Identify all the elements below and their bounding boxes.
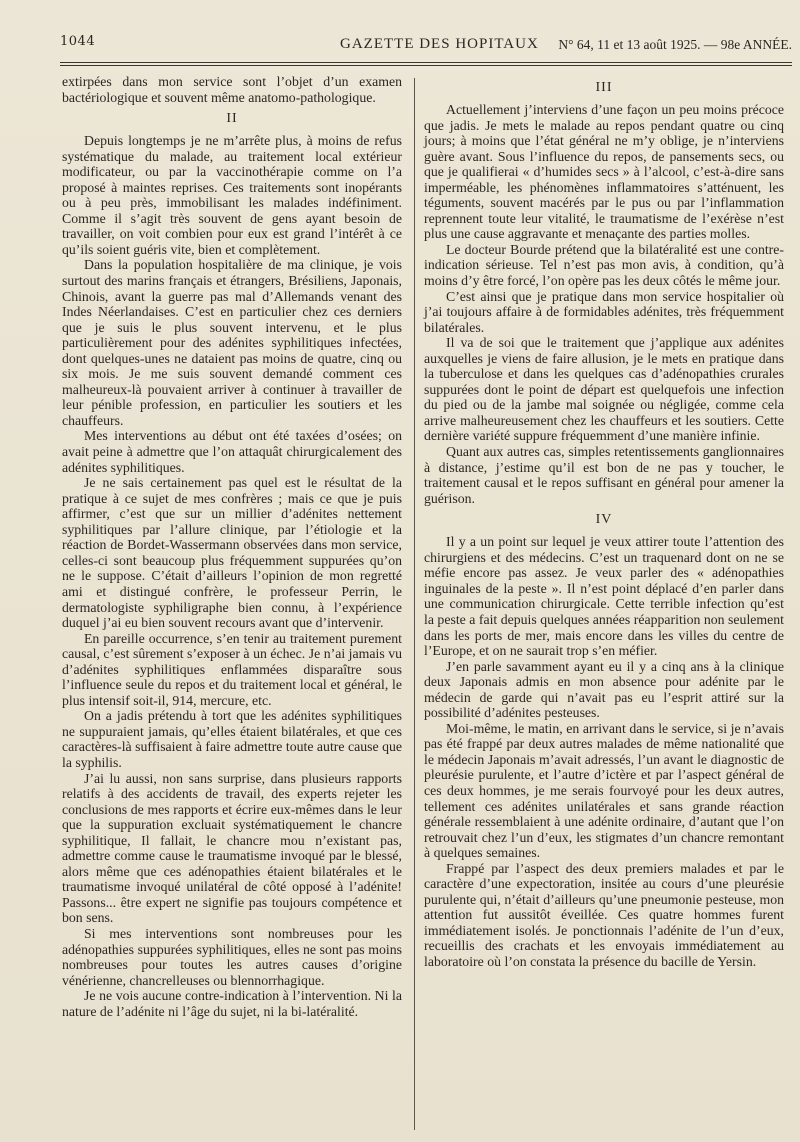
- journal-title: GAZETTE DES HOPITAUX: [340, 36, 539, 52]
- page-number: 1044: [60, 34, 96, 49]
- paragraph: Je ne vois aucune contre-indication à l’intervention. Ni la nature de l’adénite ni l’âge du sujet, ni la bi-latéralité.: [62, 988, 402, 1019]
- paragraph: Depuis longtemps je ne m’arrête plus, à moins de refus systématique du malade, au traitement local extérieur modificateur, ou par la vaccinothérapie comme on l’a proposé à maintes reprises. Ces traitements sont inopérants ou à peu près, immobilisant les malades indéfiniment. Comme il s’agit très souvent de gens ayant besoin de travailler, on voit combien pour eux est grand l’intérêt à ce qu’ils soient guéris vite, bien et complètement.: [62, 133, 402, 257]
- paragraph: Il y a un point sur lequel je veux attirer toute l’attention des chirurgiens et des médecins. C’est un traquenard dont on ne se méfie encore pas assez. Je veux parler des « adénopathies inguinales de la peste ». Il n’est point déplacé d’en parler dans une communication chirurgicale. Cette terrible infection qu’est la peste a fait depuis quelques années réapparition non seulement dans les ports de mer, mais encore dans les villes du centre de l’Europe, et on ne saurait trop s’en méfier.: [424, 534, 784, 659]
- paragraph: C’est ainsi que je pratique dans mon service hospitalier où j’ai toujours affaire à de formidables adénites, très fréquemment bilatérales.: [424, 288, 784, 335]
- paragraph: Le docteur Bourde prétend que la bilatéralité est une contre-indication sérieuse. Tel n’est pas mon avis, à condition, qu’à moins d’y être forcé, l’on opère pas les deux côtés le même jour.: [424, 241, 784, 289]
- paragraph: Actuellement j’interviens d’une façon un peu moins précoce que jadis. Je mets le malade au repos pendant quatre ou cinq jours; à moins que l’état général ne m’y oblige, je n’interviens guère avant. Sous l’influence du repos, de pansements secs, ou que je qualifierai « d’humides secs » à l’alcool, c’est-à-dire sans imperméable, les phénomènes inflammatoires s’atténuent, les téguments, souvent macérés par le pus ou par l’inflammation reprennent toute leur vitalité, le traumatisme de l’exérèse n’est plus une cause aggravante et menaçante des parties molles.: [424, 102, 784, 242]
- paragraph: Si mes interventions sont nombreuses pour les adénopathies suppurées syphilitiques, elles ne sont pas moins nombreuses pour toutes les autres causes d’origine vénérienne, chancrelleuses ou blennorrhagique.: [62, 925, 402, 988]
- column-divider: [414, 78, 415, 1130]
- paragraph: Il va de soi que le traitement que j’applique aux adénites auxquelles je viens de faire allusion, je le mets en pratique dans la tuberculose et dans les quelques cas d’adénopathies crurales suppurées dont le point de départ est quelquefois une infection du pied ou de la jambe mal soignée ou négligée, comme cela arrive malheureusement chez les chauffeurs et les soutiers. Cette dernière variété suppure fréquemment d’une manière infinie.: [424, 335, 784, 444]
- issue-info: N° 64, 11 et 13 août 1925. — 98e ANNÉE.: [558, 37, 792, 52]
- header-rule-bottom: [60, 65, 792, 66]
- paragraph: Frappé par l’aspect des deux premiers malades et par le caractère d’une expectoration, insitée au cours d’une pleurésie purulente qui, n’était d’ailleurs qu’une pneumonie pesteuse, mon attention fut aussitôt éveillée. Ces quatre hommes furent immédiatement isolés. Je ponctionnais l’adénite de l’un d’eux, recueillis des crachats et les envoyais immédiatement au laboratoire où l’on constata la présence du bacille de Yersin.: [424, 860, 784, 969]
- page-header: [60, 28, 792, 62]
- paragraph: Quant aux autres cas, simples retentissements ganglionnaires à distance, j’estime qu’il est bon de ne pas y toucher, le traitement causal et le repos suffisant en général pour amener la guérison.: [424, 444, 784, 506]
- right-column: [424, 80, 784, 970]
- section-heading-iii: III: [595, 80, 613, 95]
- section-heading-ii: II: [226, 111, 238, 127]
- paragraph: extirpées dans mon service sont l’objet d’un examen bactériologique et souvent même anatomo-pathologique.: [62, 74, 402, 105]
- paragraph: Dans la population hospitalière de ma clinique, je vois surtout des marins français et étrangers, Brésiliens, Japonais, Chinois, avant la guerre pas mal d’Allemands venant des Indes Néerlandaises. C’est en particulier chez ces derniers que je suis le plus souvent intervenu, et le plus particulièrement pour des adénites syphilitiques infectées, dont quelques-unes ne dataient pas moins de quatre, cinq ou six mois. Je me suis souvent demandé comment ces malheureux-là pouvaient arriver à continuer à travailler de leur pénible profession, en particulier les soutiers et les chauffeurs.: [62, 257, 402, 428]
- header-rule-top: [60, 62, 792, 63]
- paragraph: Je ne sais certainement pas quel est le résultat de la pratique à ce sujet de mes confrères ; mais ce que je puis affirmer, c’est que sur un millier d’adénites nettement syphilitiques par l’allure clinique, par l’étiologie et la réaction de Bordet-Wassermann observées dans mon service, celles-ci sont beaucoup plus fréquemment suppurées qu’on ne le suppose. C’était d’ailleurs l’opinion de mon regretté ami et distingué confrère, le professeur Perrin, le dermatologiste syphiligraphe bien connu, à l’expérience duquel j’ai eu bien souvent recours avant que d’intervenir.: [62, 475, 402, 631]
- paragraph: Moi-même, le matin, en arrivant dans le service, si je n’avais pas été frappé par deux autres malades de même nationalité que le médecin Japonais m’avait adressés, l’un avant le diagnostic de pleurésie purulente, et l’autre d’ictère et par l’aspect général de ces deux hommes, je me serais fourvoyé pour les deux autres, tellement ces adénites unilatérales et sans grande réaction générale ressemblaient à une adénite ordinaire, d’autant que l’on retrouvait chez l’un d’eux, les stigmates d’un chancre remontant à quelques semaines.: [424, 720, 784, 861]
- paragraph: J’ai lu aussi, non sans surprise, dans plusieurs rapports relatifs à des accidents de travail, des experts rejeter les conclusions de mes rapports et écrire eux-mêmes dans le leur que la suppuration excluait systématiquement le chancre syphilitique, Il fallait, le chancre mou n’existant pas, admettre comme cause le traumatisme invoqué par le blessé, alors même que ces adénopathies étaient bilatérales et le traumatisme invoqué unilatéral de côté opposé à l’adénite! Passons... être expert ne signifie pas toujours compétence et bon sens.: [62, 770, 402, 926]
- left-column: [62, 74, 402, 1019]
- paragraph: En pareille occurrence, s’en tenir au traitement purement causal, c’est sûrement s’exposer à un échec. Je n’ai jamais vu d’adénites syphilitiques enflammées disparaître sous l’influence seule du repos et du traitement local et général, le plus intensif soit-il, 914, mercure, etc.: [62, 630, 402, 708]
- section-heading-iv: IV: [595, 512, 613, 528]
- paragraph: Mes interventions au début ont été taxées d’osées; on avait peine à admettre que l’on attaquât chirurgicalement des adénites syphilitiques.: [62, 428, 402, 475]
- paragraph: J’en parle savamment ayant eu il y a cinq ans à la clinique deux Japonais admis en mon absence pour adénite par le médecin de garde qui n’avait pas eu l’esprit attiré sur la possibilité d’adénites pesteuses.: [424, 658, 784, 721]
- paragraph: On a jadis prétendu à tort que les adénites syphilitiques ne suppuraient jamais, qu’elles étaient bilatérales, et que ces caractères-là suffisaient à faire admettre toute autre cause que la syphilis.: [62, 708, 402, 770]
